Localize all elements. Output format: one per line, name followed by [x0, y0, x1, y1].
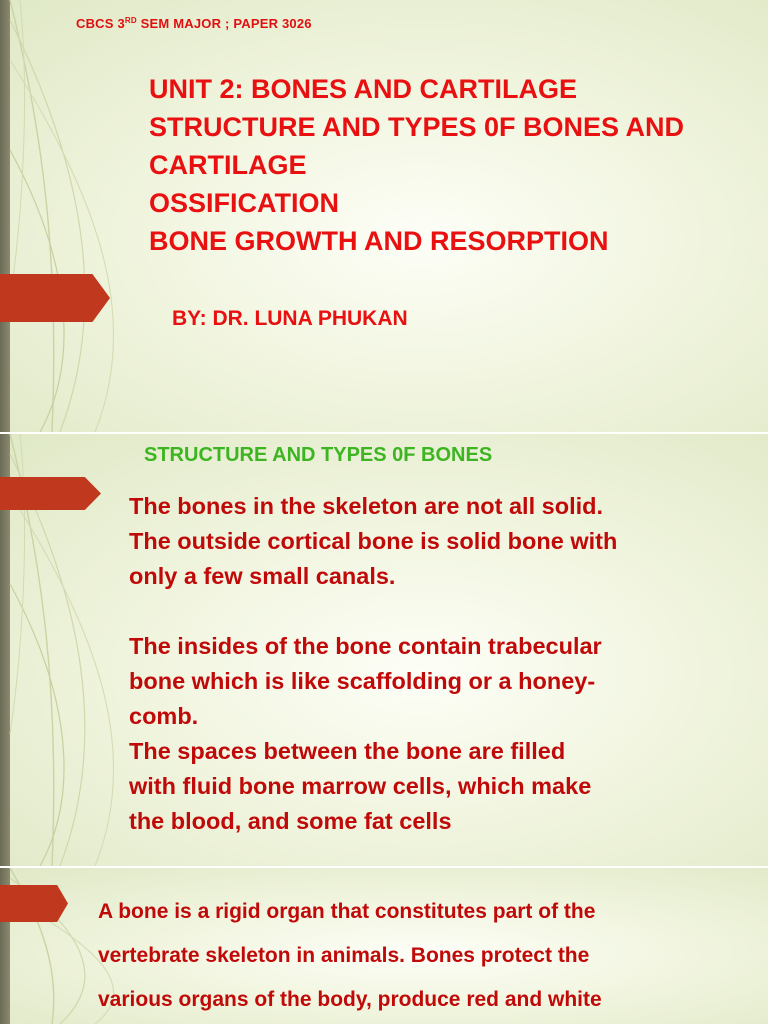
body-line: The insides of the bone contain trabecular	[129, 633, 602, 659]
title-slide	[0, 0, 768, 432]
title-line: STRUCTURE AND TYPES 0F BONES AND	[149, 112, 685, 142]
course-code: CBCS 3RD SEM MAJOR ; PAPER 3026	[76, 16, 312, 31]
body-paragraph	[129, 734, 757, 839]
arrow-tab-icon	[0, 477, 101, 510]
body-line: comb.	[129, 703, 199, 729]
body-line: bone which is like scaffolding or a honey-	[129, 668, 596, 694]
body-line: The spaces between the bone are filled	[129, 738, 566, 764]
arrow-tab-icon	[0, 274, 110, 322]
section-heading: STRUCTURE AND TYPES 0F BONES	[144, 444, 493, 466]
body-line: The outside cortical bone is solid bone with	[129, 528, 618, 554]
body-line: only a few small canals.	[129, 563, 396, 589]
slide-title	[149, 70, 759, 260]
body-paragraph	[129, 489, 757, 594]
body-line: A bone is a rigid organ that constitutes part of the	[98, 900, 596, 923]
author-line: BY: DR. LUNA PHUKAN	[172, 307, 408, 330]
title-line: CARTILAGE	[149, 150, 307, 180]
title-line: UNIT 2: BONES AND CARTILAGE	[149, 74, 578, 104]
content-slide	[0, 434, 768, 866]
body-line: vertebrate skeleton in animals. Bones protect the	[98, 944, 590, 967]
body-paragraph	[129, 629, 757, 734]
body-line: various organs of the body, produce red and white	[98, 988, 602, 1011]
decorative-curves-icon	[0, 0, 150, 432]
content-slide-partial	[0, 868, 768, 1024]
title-line: OSSIFICATION	[149, 188, 340, 218]
body-line: with fluid bone marrow cells, which make	[129, 773, 592, 799]
title-line: BONE GROWTH AND RESORPTION	[149, 226, 609, 256]
arrow-tab-icon	[0, 885, 68, 922]
slide-left-bar	[0, 0, 10, 432]
slide-body	[129, 489, 757, 839]
body-line: the blood, and some fat cells	[129, 808, 452, 834]
body-line: The bones in the skeleton are not all solid.	[129, 493, 604, 519]
slide-body	[98, 890, 762, 1022]
